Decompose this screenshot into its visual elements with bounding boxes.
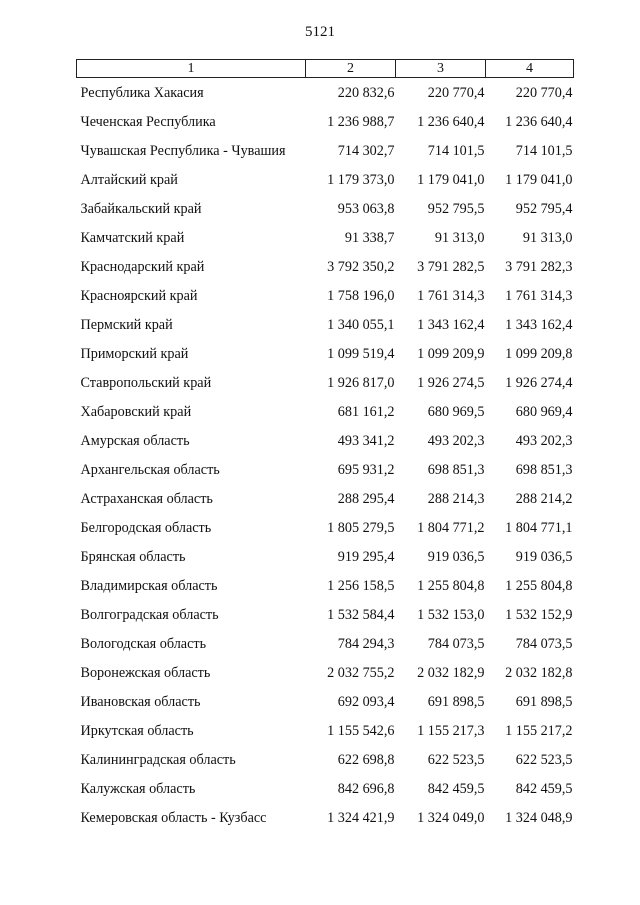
value-col-4-cell: 1 324 048,9 bbox=[505, 810, 573, 826]
table-row bbox=[77, 78, 574, 109]
table-row bbox=[77, 543, 574, 572]
region-name-cell: Пермский край bbox=[80, 317, 173, 333]
value-col-4-cell: 220 770,4 bbox=[515, 84, 573, 101]
value-col-2-cell: 681 161,2 bbox=[337, 404, 395, 420]
value-col-4-cell: 1 343 162,4 bbox=[505, 317, 573, 333]
value-col-4-cell: 1 926 274,4 bbox=[505, 375, 573, 391]
region-name-cell: Чеченская Республика bbox=[80, 114, 216, 130]
value-col-4-cell: 493 202,3 bbox=[515, 433, 573, 449]
region-name-cell: Брянская область bbox=[80, 549, 186, 565]
value-col-3-cell: 1 532 153,0 bbox=[417, 607, 485, 623]
table-row bbox=[77, 717, 574, 746]
region-name-cell: Краснодарский край bbox=[80, 259, 205, 275]
value-col-3-cell: 2 032 182,9 bbox=[417, 665, 485, 681]
column-header-1: 1 bbox=[77, 60, 306, 78]
value-col-2-cell: 3 792 350,2 bbox=[327, 259, 395, 275]
region-name-cell: Республика Хакасия bbox=[80, 84, 204, 101]
table-row bbox=[77, 340, 574, 369]
value-col-2-cell: 2 032 755,2 bbox=[327, 665, 395, 681]
value-col-3-cell: 220 770,4 bbox=[427, 84, 485, 101]
table-row bbox=[77, 224, 574, 253]
table-body bbox=[77, 78, 574, 834]
value-col-3-cell: 288 214,3 bbox=[427, 491, 485, 507]
table-row bbox=[77, 601, 574, 630]
value-col-4-cell: 1 761 314,3 bbox=[505, 288, 573, 304]
value-col-2-cell: 91 338,7 bbox=[344, 230, 395, 246]
table-row bbox=[77, 195, 574, 224]
value-col-3-cell: 1 236 640,4 bbox=[417, 114, 485, 130]
value-col-2-cell: 695 931,2 bbox=[337, 462, 395, 478]
value-col-4-cell: 1 532 152,9 bbox=[505, 607, 573, 623]
value-col-4-cell: 1 255 804,8 bbox=[505, 578, 573, 594]
value-col-4-cell: 698 851,3 bbox=[515, 462, 573, 478]
value-col-2-cell: 1 758 196,0 bbox=[327, 288, 395, 304]
value-col-2-cell: 1 155 542,6 bbox=[327, 723, 395, 739]
value-col-4-cell: 691 898,5 bbox=[515, 694, 573, 710]
column-header-4: 4 bbox=[486, 60, 574, 78]
region-name-cell: Владимирская область bbox=[80, 578, 218, 594]
value-col-2-cell: 622 698,8 bbox=[337, 752, 395, 768]
region-name-cell: Чувашская Республика - Чувашия bbox=[80, 143, 286, 159]
region-name-cell: Белгородская область bbox=[80, 520, 212, 536]
value-col-4-cell: 952 795,4 bbox=[515, 201, 573, 217]
value-col-4-cell: 3 791 282,3 bbox=[505, 259, 573, 275]
table-row bbox=[77, 311, 574, 340]
value-col-3-cell: 3 791 282,5 bbox=[417, 259, 485, 275]
value-col-2-cell: 1 324 421,9 bbox=[327, 810, 395, 826]
column-header-2: 2 bbox=[306, 60, 396, 78]
region-name-cell: Камчатский край bbox=[80, 230, 185, 246]
header-row bbox=[77, 60, 574, 78]
value-col-3-cell: 691 898,5 bbox=[427, 694, 485, 710]
table-row bbox=[77, 572, 574, 601]
value-col-4-cell: 1 236 640,4 bbox=[505, 114, 573, 130]
region-name-cell: Калужская область bbox=[80, 781, 196, 797]
region-name-cell: Алтайский край bbox=[80, 172, 178, 188]
value-col-2-cell: 493 341,2 bbox=[337, 433, 395, 449]
value-col-3-cell: 680 969,5 bbox=[427, 404, 485, 420]
value-col-2-cell: 1 179 373,0 bbox=[327, 172, 395, 188]
table-row bbox=[77, 804, 574, 833]
value-col-4-cell: 622 523,5 bbox=[515, 752, 573, 768]
table-row bbox=[77, 137, 574, 166]
value-col-4-cell: 680 969,4 bbox=[515, 404, 573, 420]
value-col-4-cell: 784 073,5 bbox=[515, 636, 573, 652]
value-col-3-cell: 1 155 217,3 bbox=[417, 723, 485, 739]
value-col-2-cell: 1 236 988,7 bbox=[327, 114, 395, 130]
value-col-4-cell: 1 179 041,0 bbox=[505, 172, 573, 188]
value-col-4-cell: 714 101,5 bbox=[515, 143, 573, 159]
value-col-3-cell: 1 179 041,0 bbox=[417, 172, 485, 188]
page-number: 5121 bbox=[305, 24, 335, 40]
value-col-2-cell: 784 294,3 bbox=[337, 636, 395, 652]
value-col-3-cell: 91 313,0 bbox=[434, 230, 485, 246]
region-name-cell: Хабаровский край bbox=[80, 404, 192, 420]
table-row bbox=[77, 369, 574, 398]
region-name-cell: Астраханская область bbox=[80, 491, 213, 507]
table-row bbox=[77, 746, 574, 775]
region-name-cell: Кемеровская область - Кузбасс bbox=[80, 810, 267, 826]
region-name-cell: Архангельская область bbox=[80, 462, 220, 478]
value-col-3-cell: 1 343 162,4 bbox=[417, 317, 485, 333]
value-col-2-cell: 1 532 584,4 bbox=[327, 607, 395, 623]
region-name-cell: Красноярский край bbox=[80, 288, 198, 304]
value-col-2-cell: 953 063,8 bbox=[337, 201, 395, 217]
table-row bbox=[77, 398, 574, 427]
value-col-4-cell: 288 214,2 bbox=[515, 491, 573, 507]
value-col-2-cell: 692 093,4 bbox=[337, 694, 395, 710]
value-col-2-cell: 1 340 055,1 bbox=[327, 317, 395, 333]
value-col-3-cell: 698 851,3 bbox=[427, 462, 485, 478]
table-row bbox=[77, 485, 574, 514]
value-col-3-cell: 622 523,5 bbox=[427, 752, 485, 768]
region-name-cell: Волгоградская область bbox=[80, 607, 219, 623]
value-col-3-cell: 493 202,3 bbox=[427, 433, 485, 449]
region-name-cell: Воронежская область bbox=[80, 665, 211, 681]
region-name-cell: Амурская область bbox=[80, 433, 190, 449]
value-col-2-cell: 842 696,8 bbox=[337, 781, 395, 797]
value-col-3-cell: 952 795,5 bbox=[427, 201, 485, 217]
value-col-3-cell: 919 036,5 bbox=[427, 549, 485, 565]
table-row bbox=[77, 282, 574, 311]
value-col-2-cell: 1 926 817,0 bbox=[327, 375, 395, 391]
value-col-4-cell: 2 032 182,8 bbox=[505, 665, 573, 681]
value-col-4-cell: 1 099 209,8 bbox=[505, 346, 573, 362]
region-name-cell: Калининградская область bbox=[80, 752, 236, 768]
table-row bbox=[77, 166, 574, 195]
value-col-3-cell: 1 255 804,8 bbox=[417, 578, 485, 594]
table-header bbox=[77, 60, 574, 78]
value-col-3-cell: 1 099 209,9 bbox=[417, 346, 485, 362]
region-name-cell: Ивановская область bbox=[80, 694, 201, 710]
value-col-3-cell: 842 459,5 bbox=[427, 781, 485, 797]
table-row bbox=[77, 659, 574, 688]
table-row bbox=[77, 630, 574, 659]
region-name-cell: Ставропольский край bbox=[80, 375, 212, 391]
value-col-4-cell: 1 155 217,2 bbox=[505, 723, 573, 739]
table-row bbox=[77, 514, 574, 543]
region-name-cell: Иркутская область bbox=[80, 723, 194, 739]
value-col-2-cell: 220 832,6 bbox=[337, 84, 395, 101]
column-header-3: 3 bbox=[396, 60, 486, 78]
value-col-3-cell: 714 101,5 bbox=[427, 143, 485, 159]
value-col-4-cell: 1 804 771,1 bbox=[505, 520, 573, 536]
budget-table bbox=[76, 59, 574, 833]
region-name-cell: Забайкальский край bbox=[80, 201, 202, 217]
table-row bbox=[77, 427, 574, 456]
table-row bbox=[77, 108, 574, 137]
value-col-2-cell: 1 256 158,5 bbox=[327, 578, 395, 594]
value-col-3-cell: 1 324 049,0 bbox=[417, 810, 485, 826]
table-row bbox=[77, 688, 574, 717]
table-row bbox=[77, 456, 574, 485]
value-col-2-cell: 714 302,7 bbox=[337, 143, 395, 159]
region-name-cell: Вологодская область bbox=[80, 636, 207, 652]
value-col-3-cell: 1 926 274,5 bbox=[417, 375, 485, 391]
value-col-3-cell: 784 073,5 bbox=[427, 636, 485, 652]
value-col-3-cell: 1 804 771,2 bbox=[417, 520, 485, 536]
table-row bbox=[77, 253, 574, 282]
value-col-4-cell: 842 459,5 bbox=[515, 781, 573, 797]
region-name-cell: Приморский край bbox=[80, 346, 189, 362]
value-col-2-cell: 1 099 519,4 bbox=[327, 346, 395, 362]
value-col-4-cell: 919 036,5 bbox=[515, 549, 573, 565]
value-col-2-cell: 288 295,4 bbox=[337, 491, 395, 507]
value-col-3-cell: 1 761 314,3 bbox=[417, 288, 485, 304]
value-col-4-cell: 91 313,0 bbox=[522, 230, 573, 246]
value-col-2-cell: 919 295,4 bbox=[337, 549, 395, 565]
table-row bbox=[77, 775, 574, 804]
value-col-2-cell: 1 805 279,5 bbox=[327, 520, 395, 536]
